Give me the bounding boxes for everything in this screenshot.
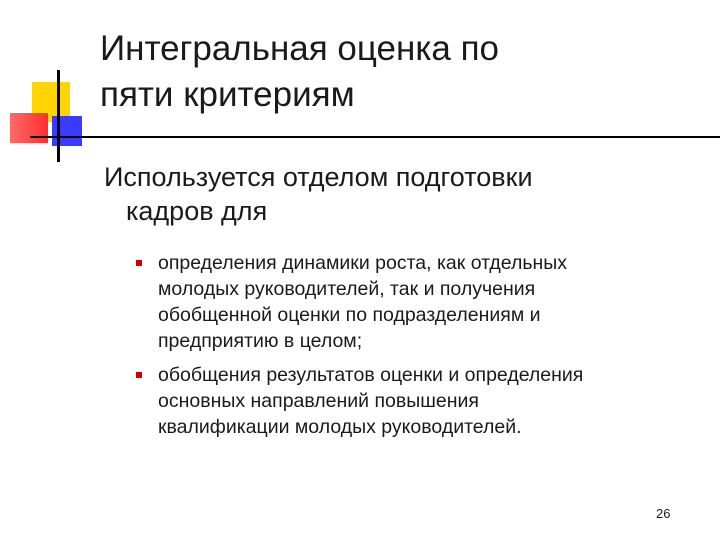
bullet-square-icon: [136, 260, 142, 266]
bullet-line: предприятию в целом;: [158, 330, 363, 352]
bullet-line: квалификации молодых руководителей.: [158, 416, 522, 438]
bullet-line: определения динамики роста, как отдельных: [158, 252, 568, 274]
slide-title: [100, 26, 700, 118]
bullet-line: обобщенной оценки по подразделениям и: [158, 304, 541, 326]
slide-title-line-2: пяти критериям: [100, 75, 355, 114]
lead-text-line-2: кадров для: [126, 196, 268, 226]
bullet-item: [130, 362, 710, 440]
title-divider-line: [30, 136, 720, 138]
slide-title-line-1: Интегральная оценка по: [100, 29, 500, 68]
bullet-line: основных направлений повышения: [158, 390, 479, 412]
page-number: 26: [656, 506, 671, 521]
bullet-line: обобщения результатов оценки и определения: [158, 364, 584, 386]
bullet-item: [130, 250, 710, 354]
logo-red-square: [10, 113, 48, 143]
bullet-square-icon: [136, 372, 142, 378]
bullet-line: молодых руководителей, так и получения: [158, 278, 536, 300]
lead-text: [104, 160, 704, 228]
lead-text-line-1: Используется отделом подготовки: [104, 162, 533, 192]
bullet-list: [130, 250, 710, 448]
logo-vertical-line: [57, 70, 60, 162]
